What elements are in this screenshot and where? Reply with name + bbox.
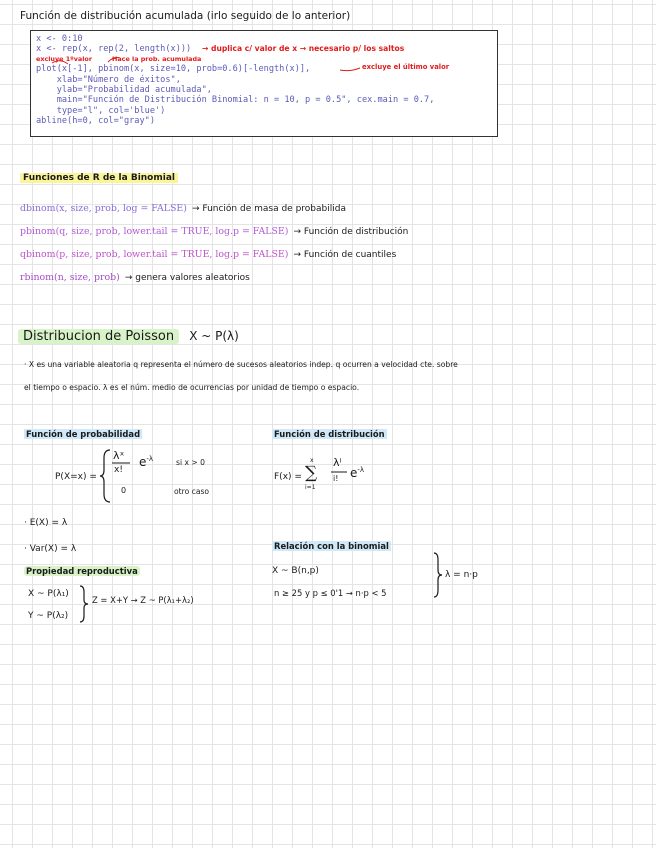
pmf-numerator: λˣ [113, 449, 125, 462]
poisson-desc-1: · X es una variable aleatoria q representa el número de sucesos aleatorios indep. q ocurren a velocidad cte. sobre [24, 360, 458, 369]
section-title-cdf: Función de distribución acumulada (irlo seguido de lo anterior) [20, 10, 351, 22]
pmf-e-sup: -λ [146, 455, 154, 463]
pmf-denominator: x! [114, 465, 123, 475]
dbinom-code: dbinom(x, size, prob, log = FALSE) [20, 203, 187, 214]
repro-heading: Propiedad reproductiva [26, 566, 138, 576]
cdf-heading: Función de distribución [274, 429, 385, 439]
rbinom-code: rbinom(n, size, prob) [20, 272, 120, 283]
pmf-cond-2: otro caso [174, 487, 210, 496]
binom-x: X ~ B(n,p) [272, 566, 319, 576]
cdf-lhs: F(x) = [274, 472, 302, 482]
code-line-8: abline(h=0, col="gray") [36, 116, 155, 126]
pmf-cond-1: si x > 0 [176, 458, 205, 467]
pmf-brace [100, 448, 114, 504]
pmf-e-base: e [139, 455, 147, 469]
cdf-sum-bottom: i=1 [305, 484, 316, 491]
r-fn-dbinom [20, 196, 346, 215]
cdf-e-base: e [350, 466, 358, 480]
r-fn-rbinom [20, 265, 250, 284]
annotation-arrows [0, 0, 656, 160]
poisson-desc-2: el tiempo o espacio. λ es el núm. medio de ocurrencias por unidad de tiempo o espacio. [24, 383, 360, 392]
note-excluye-valor: excluye 1ºvalor [36, 55, 92, 63]
cdf-e [350, 466, 364, 480]
expectation: · E(X) = λ [24, 518, 68, 528]
poisson-title-text: Distribucion de Poisson [18, 329, 179, 344]
pmf-fraction-bar [112, 462, 132, 464]
cdf-sum-top: x [310, 457, 314, 464]
pmf-lhs: P(X=x) = [55, 472, 97, 482]
code-line-1: x <- 0:10 [36, 34, 83, 44]
dbinom-desc: → Función de masa de probabilida [191, 204, 346, 214]
repro-result: Z = X+Y → Z ~ P(λ₁+λ₂) [92, 595, 194, 605]
poisson-title [18, 329, 239, 344]
code-line-5: ylab="Probabilidad acumulada", [36, 85, 212, 95]
poisson-notation: X ~ P(λ) [189, 329, 239, 343]
code-line-7: type="l", col='blue') [36, 106, 166, 116]
binom-result: λ = n·p [445, 570, 478, 580]
cdf-denominator: i! [333, 474, 339, 483]
pbinom-code: pbinom(q, size, prob, lower.tail = TRUE, log.p = FALSE) [20, 226, 289, 237]
repro-y: Y ~ P(λ₂) [28, 611, 69, 621]
code-line-3: plot(x[-1], pbinom(x, size=10, prob=0.6)[-length(x)], [36, 64, 311, 74]
pbinom-desc: → Función de distribución [293, 227, 409, 237]
binom-brace [432, 551, 444, 599]
repro-x: X ~ P(λ₁) [28, 589, 69, 599]
note-excluye-ultimo: excluye el último valor [362, 63, 450, 71]
cdf-e-sup: -λ [357, 466, 365, 474]
qbinom-code: qbinom(p, size, prob, lower.tail = TRUE, log.p = FALSE) [20, 249, 289, 260]
note-duplica: → duplica c/ valor de x → necesario p/ los saltos [202, 44, 405, 53]
prob-heading: Función de probabilidad [26, 429, 141, 439]
cdf-numerator: λⁱ [333, 456, 342, 469]
qbinom-desc: → Función de cuantiles [293, 250, 397, 260]
pmf-e [139, 455, 153, 469]
code-line-6: main="Función de Distribución Binomial: n = 10, p = 0.5", cex.main = 0.7, [36, 95, 435, 105]
r-fn-pbinom [20, 219, 408, 238]
cdf-fraction-bar [331, 471, 349, 473]
binom-heading: Relación con la binomial [274, 541, 389, 551]
code-line-2: x <- rep(x, rep(2, length(x))) [36, 44, 192, 54]
r-functions-heading: Funciones de R de la Binomial [20, 173, 178, 183]
r-fn-qbinom [20, 242, 396, 261]
variance: · Var(X) = λ [24, 544, 77, 554]
code-line-4: xlab="Número de éxitos", [36, 75, 181, 85]
pmf-zero: 0 [121, 486, 127, 495]
repro-brace [78, 584, 90, 624]
cdf-sum-icon: ∑ [305, 463, 318, 483]
binom-condition: n ≥ 25 y p ≤ 0'1 → n·p < 5 [274, 588, 387, 598]
rbinom-desc: → genera valores aleatorios [124, 273, 250, 283]
note-hace-prob: Hace la prob. acumulada [112, 55, 202, 63]
